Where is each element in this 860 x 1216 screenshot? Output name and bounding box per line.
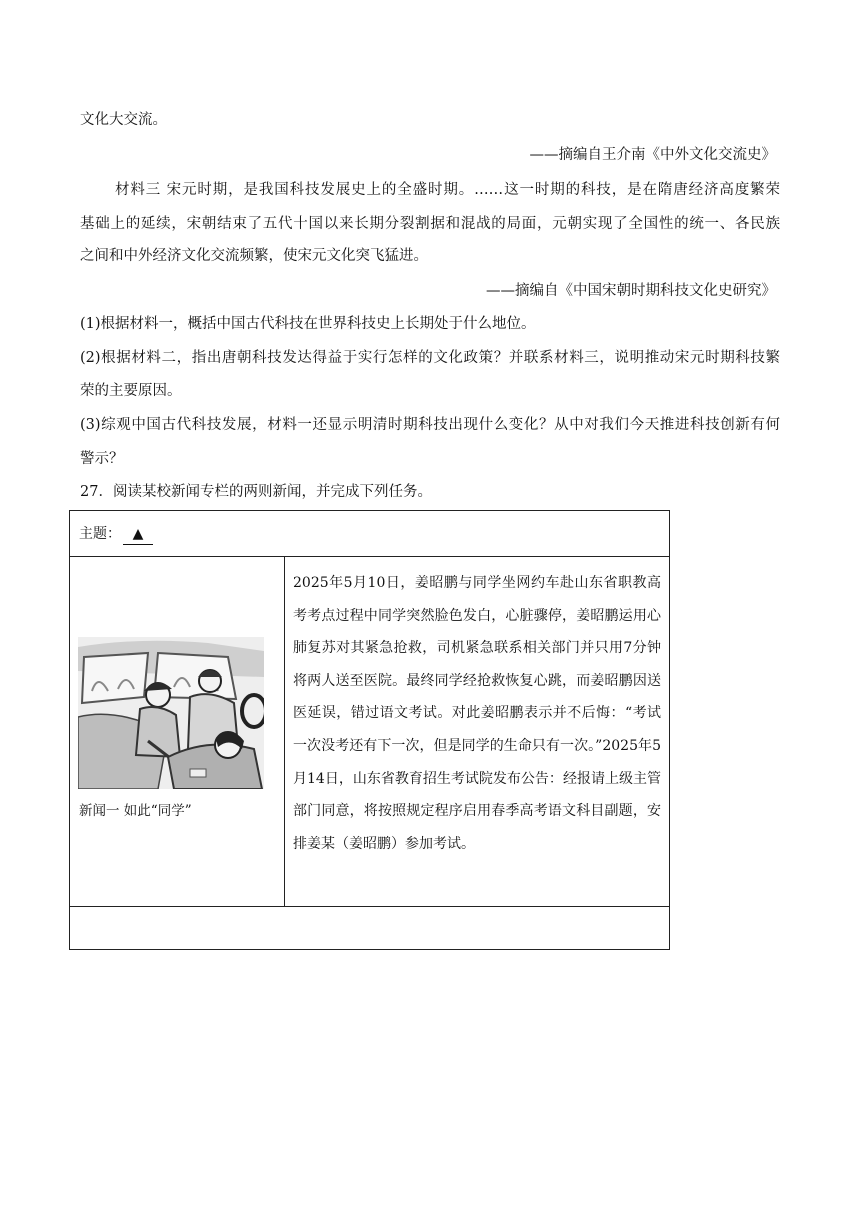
question-3-line-1: (3)综观中国古代科技发展，材料一还显示明清时期科技出现什么变化？从中对我们今天推进科技创新有何 (80, 417, 780, 433)
column-divider (284, 557, 285, 906)
theme-answer-blank: ▲ (123, 524, 153, 545)
material-two-tail: 文化大交流。 (80, 112, 167, 128)
news-two-row (70, 907, 669, 949)
news-one-illustration (78, 637, 264, 789)
question-1: (1)根据材料一，概括中国古代科技在世界科技史上长期处于什么地位。 (80, 316, 536, 332)
news-one-caption: 新闻一 如此“同学” (79, 803, 192, 819)
material-three-line-3: 之间和中外经济文化交流频繁，使宋元文化突飞猛进。 (80, 248, 428, 264)
news-table (69, 510, 670, 950)
source-two: ——摘编自王介南《中外文化交流史》 (529, 147, 776, 163)
source-three: ——摘编自《中国宋朝时期科技文化史研究》 (486, 283, 776, 299)
material-three-line-1: 材料三 宋元时期，是我国科技发展史上的全盛时期。……这一时期的科技，是在隋唐经济高度繁荣 (115, 182, 780, 198)
news-one-text: 2025年5月10日，姜昭鹏与同学坐网约车赴山东省职教高考考点过程中同学突然脸色发白，心脏骤停，姜昭鹏运用心肺复苏对其紧急抢救，司机紧急联系相关部门并只用7分钟将两人送至医院。最终同学经抢救恢复心跳，而姜昭鹏因送医延误，错过语文考试。对此姜昭鹏表示并不后悔：“考试一次没考还有下一次，但是同学的生命只有一次。”2025年5月14日，山东省教育招生考试院发布公告：经报请上级主管部门同意，将按照规定程序启用春季高考语文科目副题，安排姜某（姜昭鹏）参加考试。 (293, 575, 661, 852)
theme-label-text: 主题： (79, 526, 121, 542)
material-three-line-2: 基础上的延续，宋朝结束了五代十国以来长期分裂割据和混战的局面，元朝实现了全国性的统一、各民族 (80, 216, 780, 232)
theme-label (79, 524, 153, 545)
question-2-line-1: (2)根据材料二，指出唐朝科技发达得益于实行怎样的文化政策？并联系材料三，说明推动宋元时期科技繁 (80, 350, 780, 366)
question-2-line-2: 荣的主要原因。 (80, 383, 182, 399)
news-one-row (70, 557, 669, 907)
question-27: 27．阅读某校新闻专栏的两则新闻，并完成下列任务。 (80, 484, 432, 500)
question-3-line-2: 警示？ (80, 451, 124, 467)
theme-row (70, 511, 669, 557)
